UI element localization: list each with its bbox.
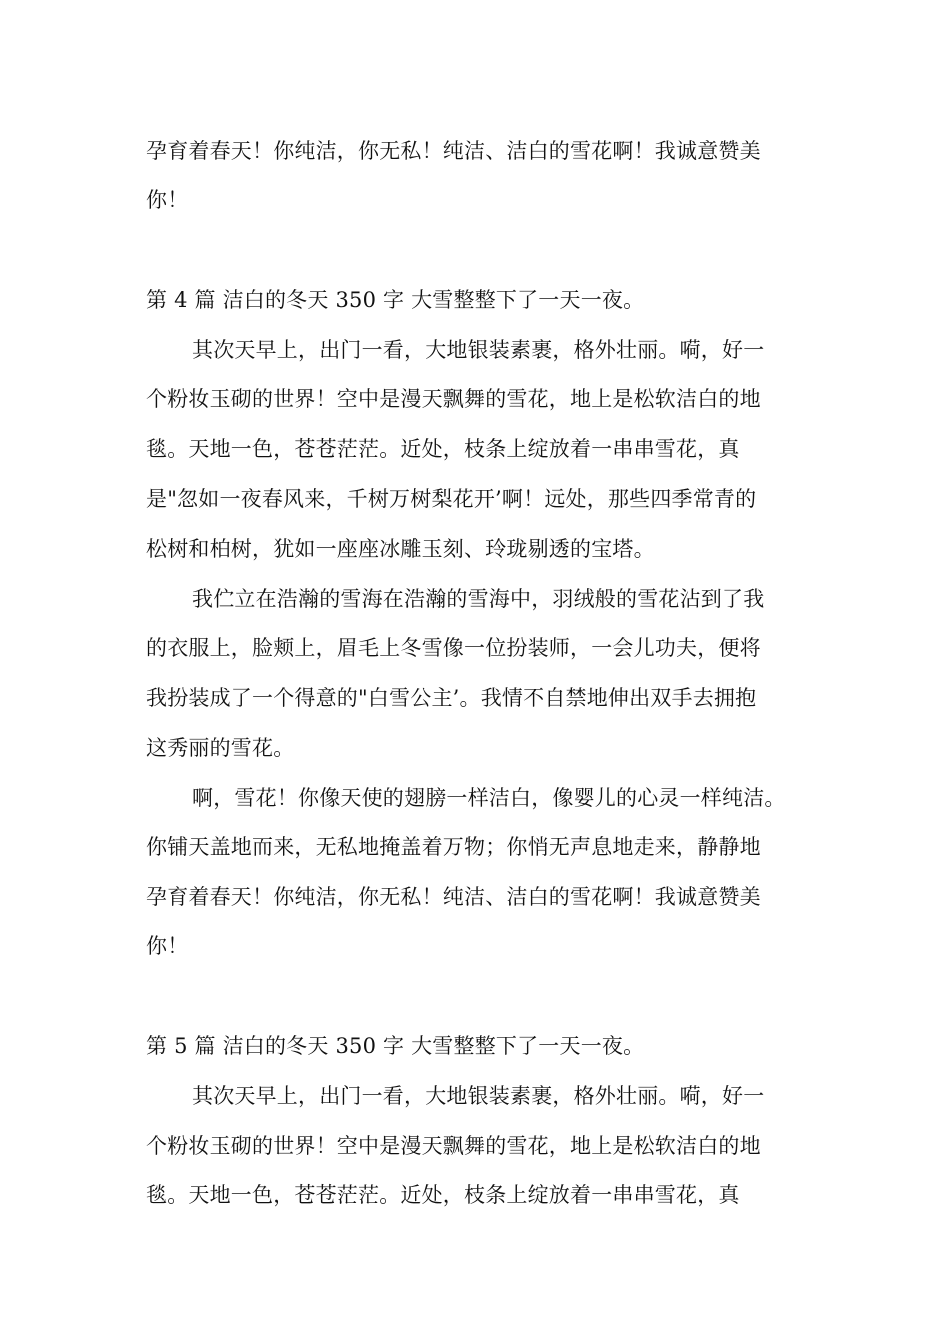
- section-heading: 第 4 篇 洁白的冬天 350 字 大雪整整下了一天一夜。: [146, 288, 645, 312]
- text-line: 个粉妆玉砌的世界！空中是漫天飘舞的雪花，地上是松软洁白的地: [146, 1134, 761, 1158]
- text-line: 你铺天盖地而来，无私地掩盖着万物；你悄无声息地走来，静静地: [146, 835, 761, 859]
- text-line: 毯。天地一色，苍苍茫茫。近处，枝条上绽放着一串串雪花，真: [146, 1183, 740, 1207]
- text-line: 毯。天地一色，苍苍茫茫。近处，枝条上绽放着一串串雪花，真: [146, 437, 740, 461]
- text-line: 这秀丽的雪花。: [146, 736, 295, 760]
- text-line: 孕育着春天！你纯洁，你无私！纯洁、洁白的雪花啊！我诚意赞美: [146, 139, 761, 163]
- text-line: 啊，雪花！你像天使的翅膀一样洁白，像婴儿的心灵一样纯洁。: [192, 786, 786, 810]
- text-line: 其次天早上，出门一看，大地银装素裹，格外壮丽。嗬，好一: [192, 338, 765, 362]
- text-line: 你！: [146, 934, 189, 958]
- text-line: 的衣服上，脸颊上，眉毛上冬雪像一位扮装师，一会儿功夫，便将: [146, 636, 761, 660]
- text-line: 个粉妆玉砌的世界！空中是漫天飘舞的雪花，地上是松软洁白的地: [146, 387, 761, 411]
- text-line: 其次天早上，出门一看，大地银装素裹，格外壮丽。嗬，好一: [192, 1084, 765, 1108]
- section-heading: 第 5 篇 洁白的冬天 350 字 大雪整整下了一天一夜。: [146, 1034, 645, 1058]
- text-line: 我扮装成了一个得意的"白雪公主’。我情不自禁地伸出双手去拥抱: [146, 686, 757, 710]
- text-line: 我伫立在浩瀚的雪海在浩瀚的雪海中，羽绒般的雪花沾到了我: [192, 587, 765, 611]
- text-line: 你！: [146, 188, 189, 212]
- text-line: 松树和柏树，犹如一座座冰雕玉刻、玲珑剔透的宝塔。: [146, 537, 655, 561]
- text-line: 孕育着春天！你纯洁，你无私！纯洁、洁白的雪花啊！我诚意赞美: [146, 885, 761, 909]
- text-line: 是"忽如一夜春风来，千树万树梨花开’啊！远处，那些四季常青的: [146, 487, 757, 511]
